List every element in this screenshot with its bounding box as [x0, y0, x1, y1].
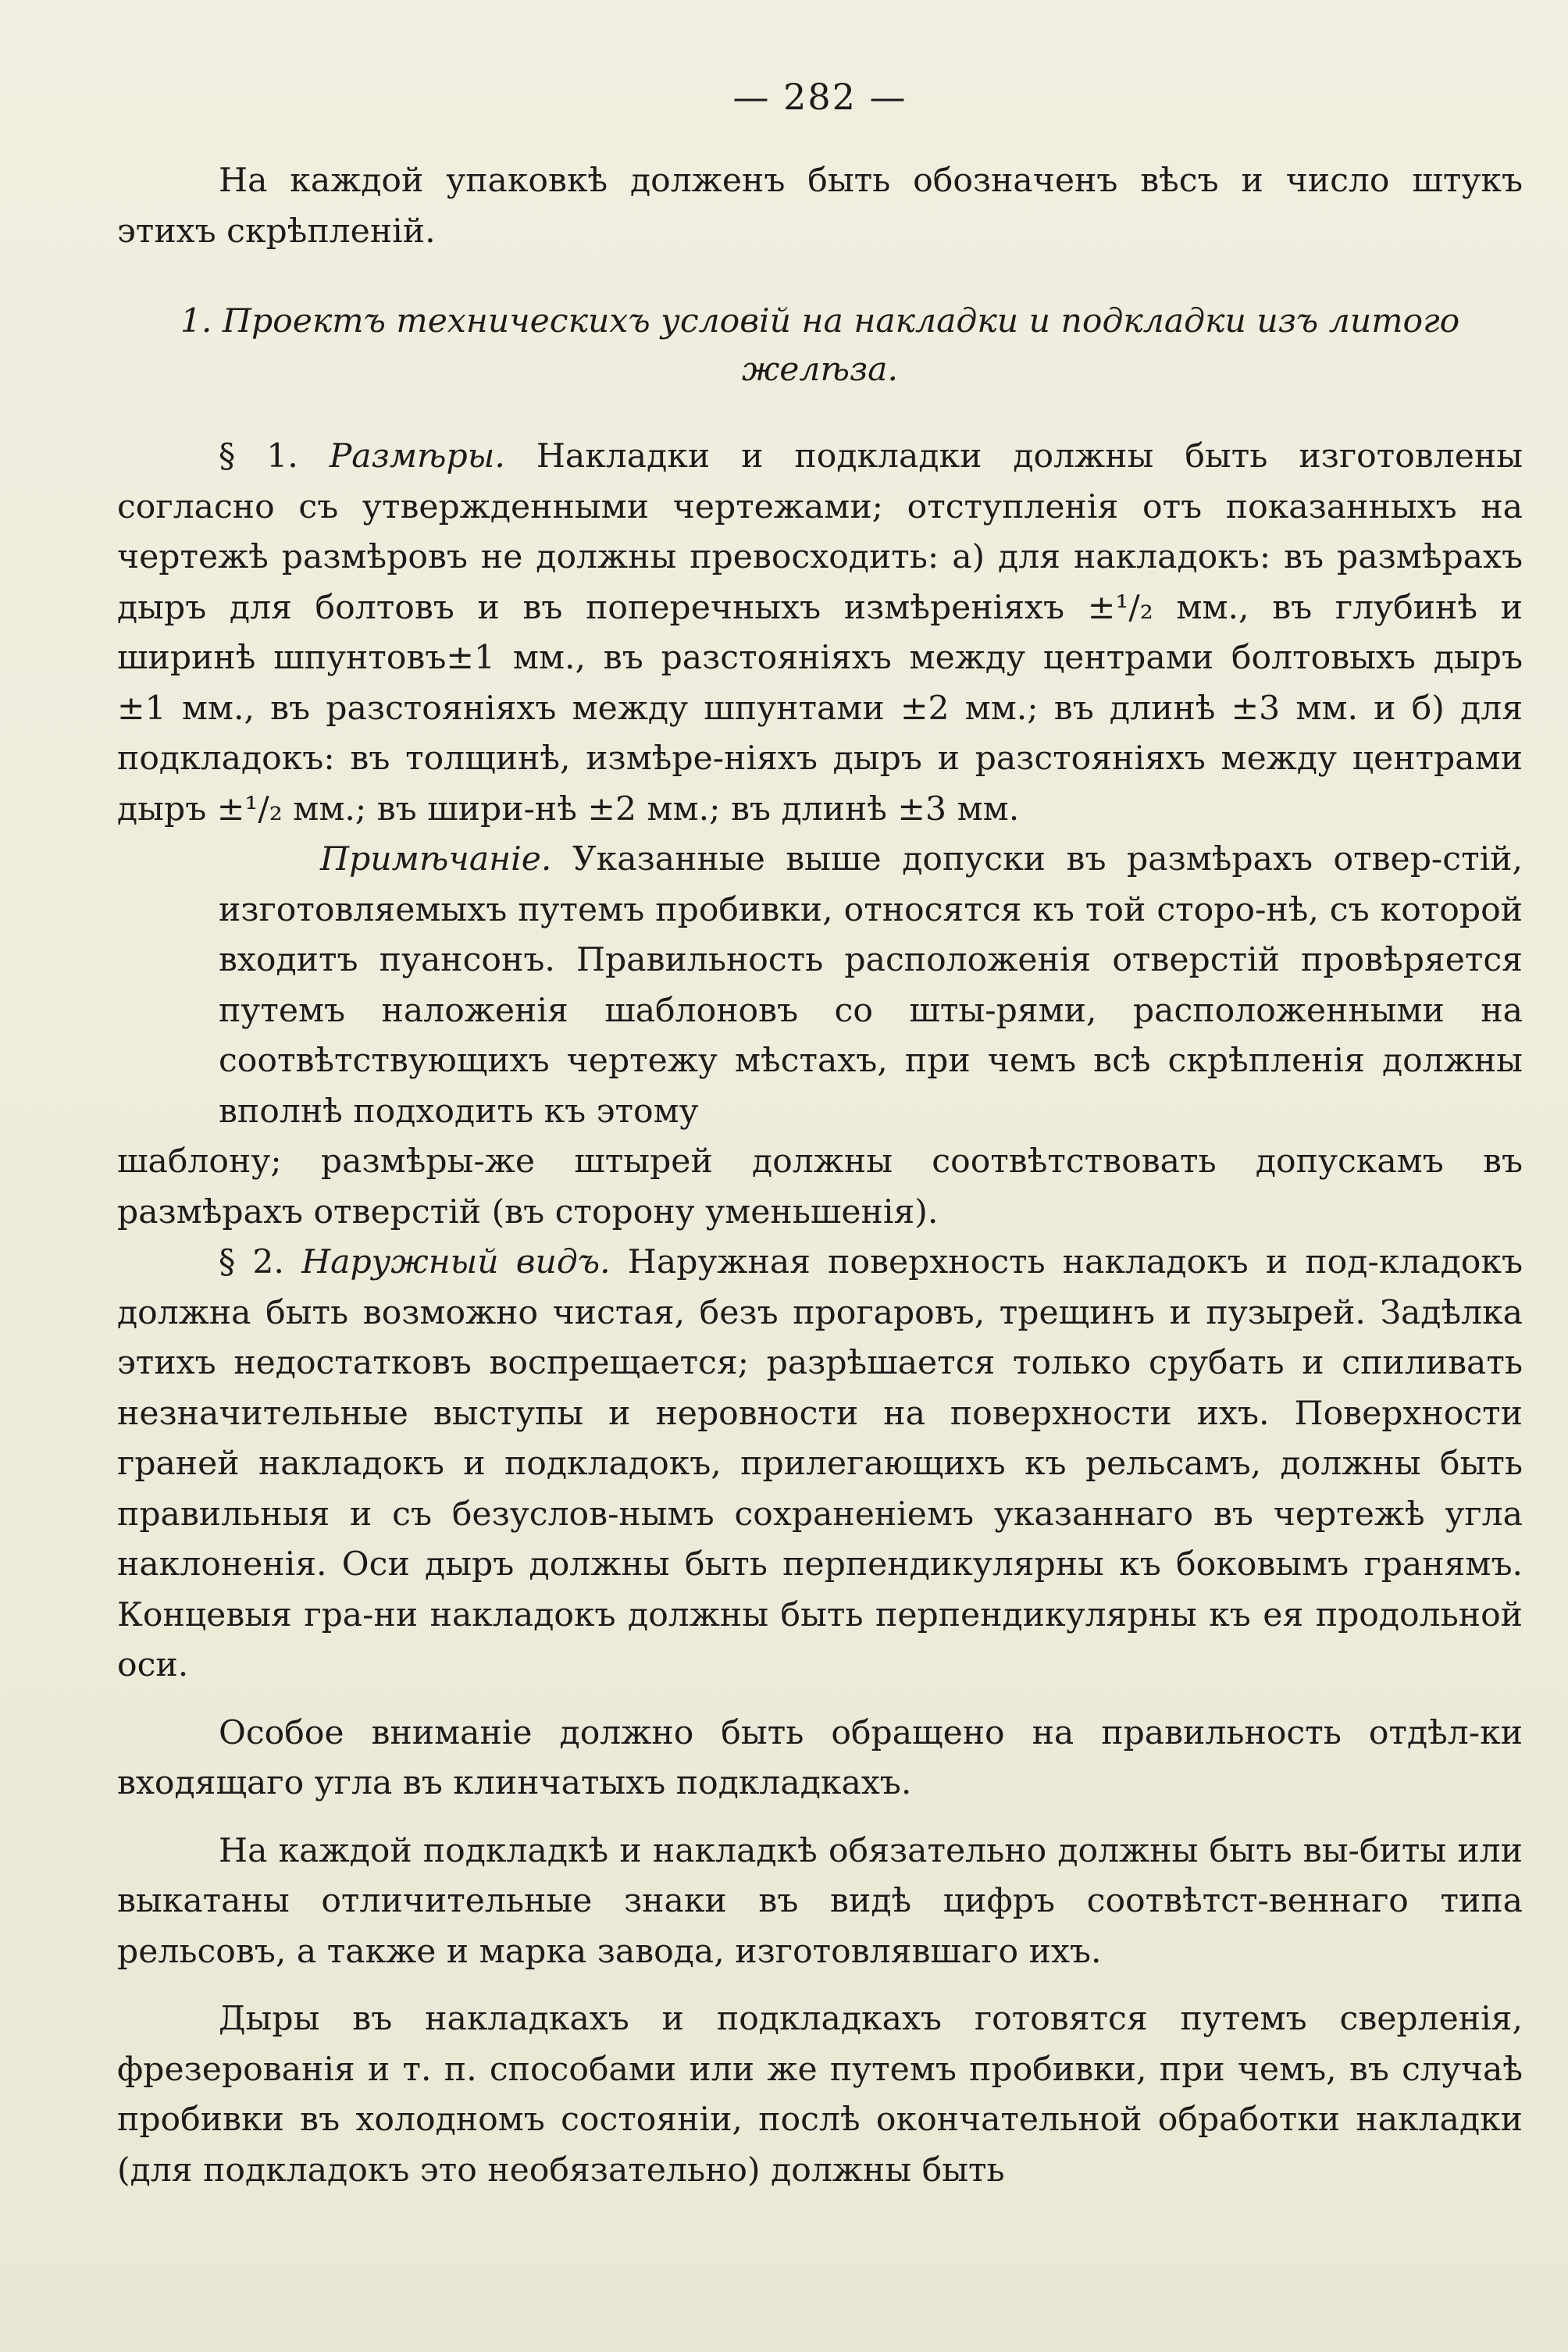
section-number: 1. — [180, 302, 212, 340]
section-title-text: Проектъ техническихъ условій на накладки и подкладки изъ литого желѣза. — [222, 302, 1460, 389]
paragraph-2-text: Наружная поверхность накладокъ и под-кладокъ должна быть возможно чистая, безъ прогаровъ, трещинъ и пузырей. Задѣлка этихъ недостатковъ воспрещается; разрѣшается только срубать и спиливать незначительные выступы и неровности на поверхности ихъ. Поверхности граней накладокъ и подкладокъ, прилегающихъ къ рельсамъ, должны быть правильныя и съ безуслов-нымъ сохраненіемъ указаннаго въ чертежѣ угла наклоненія. Оси дыръ должны быть перпендикулярны къ боковымъ гранямъ. Концевыя гра-ни накладокъ должны быть перпендикулярны къ ея продольной оси. — [117, 1243, 1523, 1684]
paragraph-holes: Дыры въ накладкахъ и подкладкахъ готовятся путемъ сверленія, фрезерованія и т. п. способами или же путемъ пробивки, при чемъ, въ случаѣ пробивки въ холодномъ состояніи, послѣ окончательной обработки накладки (для подкладокъ это необязательно) должны быть — [117, 2000, 1523, 2190]
intro-paragraph: На каждой упаковкѣ долженъ быть обозначенъ вѣсъ и число штукъ этихъ скрѣпленій. — [117, 162, 1523, 251]
paragraph-1-label: § 1. — [219, 437, 298, 476]
paragraph-1 — [117, 432, 1523, 835]
note-heading: Примѣчаніе. — [320, 840, 552, 878]
page-number: — 282 — — [732, 76, 907, 118]
section-title — [117, 298, 1523, 394]
paragraph-2-label: § 2. — [219, 1243, 284, 1281]
note-text: Указанные выше допуски въ размѣрахъ отвер-стій, изготовляемыхъ путемъ пробивки, относятся къ той сторо-нѣ, съ которой входитъ пуансонъ. Правильность расположенія отверстій провѣряется путемъ наложенія шаблоновъ со шты-рями, расположенными на соотвѣтствующихъ чертежу мѣстахъ, при чемъ всѣ скрѣпленія должны вполнѣ подходить къ этому — [219, 840, 1523, 1131]
note-block — [219, 835, 1523, 1137]
paragraph-2-heading: Наружный видъ. — [301, 1243, 611, 1281]
note-paragraph — [219, 835, 1523, 1137]
paragraph-marks: На каждой подкладкѣ и накладкѣ обязательно должны быть вы-биты или выкатаны отличительные знаки въ видѣ цифръ соотвѣтст-веннаго типа рельсовъ, а также и марка завода, изготовлявшаго ихъ. — [117, 1831, 1523, 1971]
note-tail: шаблону; размѣры-же штырей должны соотвѣтствовать допускамъ въ размѣрахъ отверстій (въ сторону уменьшенія). — [117, 1142, 1523, 1231]
paragraph-1-heading: Размѣры. — [329, 437, 505, 476]
paragraph-special-attention: Особое вниманіе должно быть обращено на правильность отдѣл-ки входящаго угла въ клинчатыхъ подкладкахъ. — [117, 1713, 1523, 1802]
page-content — [117, 75, 1523, 2196]
paragraph-1-text: Накладки и подкладки должны быть изготовлены согласно съ утвержденными чертежами; отступленія отъ показанныхъ на чертежѣ размѣровъ не должны превосходить: а) для накладокъ: въ размѣрахъ дыръ для болтовъ и въ поперечныхъ измѣреніяхъ ±¹/₂ мм., въ глубинѣ и ширинѣ шпунтовъ±1 мм., въ разстояніяхъ между центрами болтовыхъ дыръ ±1 мм., въ разстояніяхъ между шпунтами ±2 мм.; въ длинѣ ±3 мм. и б) для подкладокъ: въ толщинѣ, измѣре-ніяхъ дыръ и разстояніяхъ между центрами дыръ ±¹/₂ мм.; въ шири-нѣ ±2 мм.; въ длинѣ ±3 мм. — [117, 437, 1523, 829]
paragraph-2 — [117, 1238, 1523, 1691]
